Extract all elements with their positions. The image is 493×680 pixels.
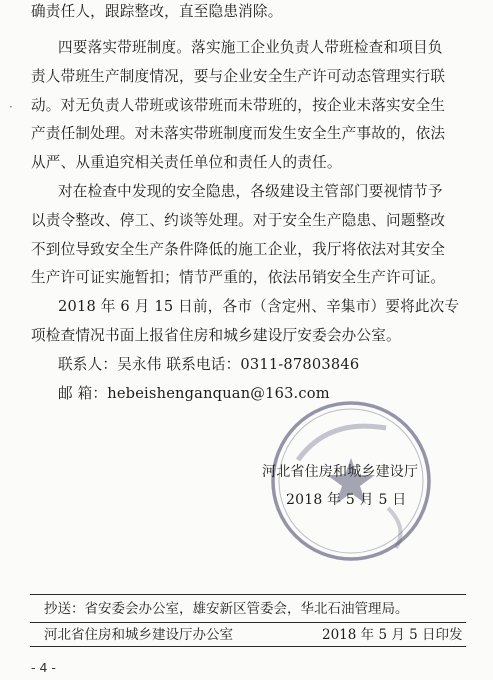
body-line-5: 产责任制处理。对未落实带班制度而发生安全生产事故的，依法 bbox=[31, 125, 446, 142]
body-line-7: 对在检查中发现的安全隐患，各级建设主管部门要视情节予 bbox=[58, 183, 443, 200]
signature-date: 2018 年 5 月 5 日 bbox=[286, 492, 407, 508]
issuer: 河北省住房和城乡建设厅办公室 bbox=[44, 627, 233, 643]
body-line-8: 以责令整改、停工、约谈等处理。对于安全生产隐患、问题整改 bbox=[31, 212, 446, 229]
body-line-1: 确责任人，跟踪整改，直至隐患消除。 bbox=[31, 3, 283, 20]
signature-org: 河北省住房和城乡建设厅 bbox=[262, 464, 419, 480]
footer-middle-rule bbox=[30, 622, 466, 623]
body-line-3: 责人带班生产制度情况，要与企业安全生产许可动态管理实行联 bbox=[31, 68, 446, 85]
issue-date: 2018 年 5 月 5 日印发 bbox=[322, 627, 463, 643]
body-line-12: 项检查情况书面上报省住房和城乡建设厅安委会办公室。 bbox=[31, 327, 401, 344]
body-line-2: 四要落实带班制度。落实施工企业负责人带班检查和项目负 bbox=[58, 39, 443, 56]
body-line-6: 从严、从重追究相关责任单位和责任人的责任。 bbox=[31, 154, 342, 171]
body-line-9: 不到位导致安全生产条件降低的施工企业，我厅将依法对其安全 bbox=[31, 241, 446, 258]
footer-top-rule bbox=[30, 594, 466, 595]
contact-email: 邮 箱：hebeishenganquan@163.com bbox=[58, 385, 330, 402]
cc-line: 抄送：省安委会办公室，雄安新区管委会，华北石油管理局。 bbox=[44, 601, 409, 617]
binding-mark: · bbox=[9, 100, 13, 114]
contact-person: 联系人：吴永伟 联系电话：0311-87803846 bbox=[58, 356, 360, 373]
footer-bottom-rule bbox=[30, 646, 466, 647]
body-line-10: 生产许可证实施暂扣；情节严重的，依法吊销安全生产许可证。 bbox=[31, 269, 446, 286]
body-line-4: 动。对无负责人带班或该带班而未带班的，按企业未落实安全生 bbox=[31, 97, 446, 114]
page-number: - 4 - bbox=[31, 660, 56, 675]
body-line-11: 2018 年 6 月 15 日前，各市（含定州、辛集市）要将此次专 bbox=[58, 298, 460, 315]
